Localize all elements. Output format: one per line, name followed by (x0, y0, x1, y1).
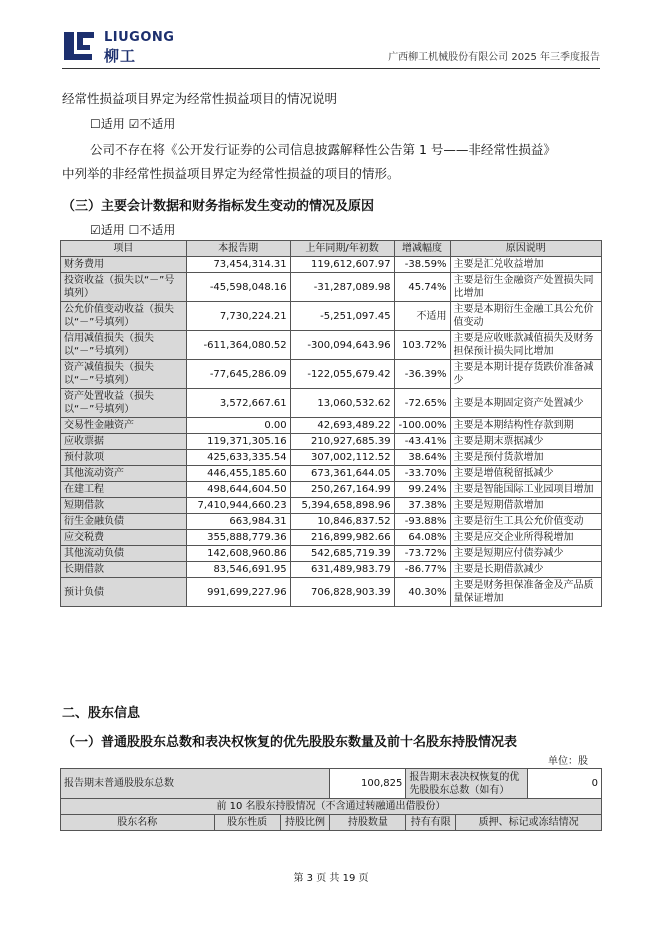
table-row (61, 482, 602, 498)
row-prior: 706,828,903.39 (290, 578, 394, 607)
row-item: 衍生金融负债 (61, 514, 187, 530)
row-item: 长期借款 (61, 562, 187, 578)
row-current: -611,364,080.52 (186, 331, 290, 360)
row-change: -33.70% (394, 466, 450, 482)
shareholders-title: 二、股东信息 (62, 706, 141, 721)
row-current: 498,644,604.50 (186, 482, 290, 498)
row-change: -100.00% (394, 418, 450, 434)
logo-text-cn: 柳工 (104, 47, 137, 65)
row-prior: 307,002,112.52 (290, 450, 394, 466)
liugong-logo-icon (62, 28, 96, 62)
row-change: 不适用 (394, 302, 450, 331)
col-header-reason: 原因说明 (450, 241, 601, 257)
row-change: 37.38% (394, 498, 450, 514)
row-reason: 主要是增值税留抵减少 (450, 466, 601, 482)
col-header-restricted: 持有有限 (406, 815, 456, 831)
row-prior: -122,055,679.42 (290, 360, 394, 389)
row-item: 预付款项 (61, 450, 187, 466)
row-item: 短期借款 (61, 498, 187, 514)
row-prior: -300,094,643.96 (290, 331, 394, 360)
pref-shareholders-value: 0 (528, 769, 602, 799)
row-prior: 210,927,685.39 (290, 434, 394, 450)
col-header-share-count: 持股数量 (330, 815, 406, 831)
row-prior: 250,267,164.99 (290, 482, 394, 498)
row-current: 663,984.31 (186, 514, 290, 530)
row-prior: 216,899,982.66 (290, 530, 394, 546)
recurring-para-line2: 中列举的非经常性损益项目界定为经常性损益的项目的情形。 (62, 166, 400, 181)
row-prior: 13,060,532.62 (290, 389, 394, 418)
row-item: 投资收益（损失以“－”号填列） (61, 273, 187, 302)
row-reason: 主要是本期衍生金融工具公允价值变动 (450, 302, 601, 331)
recurring-para-line1: 公司不存在将《公开发行证券的公司信息披露解释性公告第 1 号——非经常性损益》 (90, 142, 556, 157)
row-change: 38.64% (394, 450, 450, 466)
row-change: 45.74% (394, 273, 450, 302)
row-reason: 主要是本期结构性存款到期 (450, 418, 601, 434)
col-header-pledge: 质押、标记或冻结情况 (456, 815, 602, 831)
table-row (61, 257, 602, 273)
row-current: -77,645,286.09 (186, 360, 290, 389)
row-change: 40.30% (394, 578, 450, 607)
row-change: 64.08% (394, 530, 450, 546)
row-current: 991,699,227.96 (186, 578, 290, 607)
row-reason: 主要是汇兑收益增加 (450, 257, 601, 273)
section3-title: （三）主要会计数据和财务指标发生变动的情况及原因 (62, 199, 375, 214)
pref-shareholders-label: 报告期末表决权恢复的优先股股东总数（如有） (406, 769, 528, 799)
table-row (61, 466, 602, 482)
col-header-item: 项目 (61, 241, 187, 257)
row-item: 资产处置收益（损失以“－”号填列） (61, 389, 187, 418)
row-item: 应收票据 (61, 434, 187, 450)
table-row (61, 273, 602, 302)
row-reason: 主要是短期借款增加 (450, 498, 601, 514)
row-current: 355,888,779.36 (186, 530, 290, 546)
row-item: 其他流动资产 (61, 466, 187, 482)
table-row (61, 418, 602, 434)
row-reason: 主要是预付货款增加 (450, 450, 601, 466)
row-item: 公允价值变动收益（损失以“－”号填列） (61, 302, 187, 331)
table-row (61, 546, 602, 562)
row-current: 119,371,305.16 (186, 434, 290, 450)
table-row (61, 434, 602, 450)
row-current: 142,608,960.86 (186, 546, 290, 562)
unit-label: 单位：股 (548, 756, 588, 767)
row-prior: 673,361,644.05 (290, 466, 394, 482)
table-row (61, 562, 602, 578)
row-prior: -5,251,097.45 (290, 302, 394, 331)
row-item: 财务费用 (61, 257, 187, 273)
row-reason: 主要是本期计提存货跌价准备减少 (450, 360, 601, 389)
row-current: 425,633,335.54 (186, 450, 290, 466)
header-divider (62, 68, 600, 69)
row-current: 0.00 (186, 418, 290, 434)
row-current: -45,598,048.16 (186, 273, 290, 302)
recurring-title: 经常性损益项目界定为经常性损益项目的情况说明 (62, 91, 338, 106)
row-current: 7,410,944,660.23 (186, 498, 290, 514)
shareholders-subtitle: （一）普通股股东总数和表决权恢复的优先股股东数量及前十名股东持股情况表 (62, 735, 518, 750)
row-reason: 主要是衍生金融资产处置损失同比增加 (450, 273, 601, 302)
table-header-row (61, 815, 602, 831)
top10-label: 前 10 名股东持股情况（不含通过转融通出借股份） (61, 799, 602, 815)
table-row (61, 530, 602, 546)
row-prior: 42,693,489.22 (290, 418, 394, 434)
row-prior: 10,846,837.52 (290, 514, 394, 530)
row-change: -36.39% (394, 360, 450, 389)
row-item: 预计负债 (61, 578, 187, 607)
recurring-checkbox-line: ☐适用 ☑不适用 (90, 117, 176, 131)
row-reason: 主要是长期借款减少 (450, 562, 601, 578)
total-shareholders-label: 报告期末普通股股东总数 (61, 769, 330, 799)
table-row (61, 514, 602, 530)
row-reason: 主要是期末票据减少 (450, 434, 601, 450)
row-reason: 主要是应交企业所得税增加 (450, 530, 601, 546)
section3-checkbox-line: ☑适用 ☐不适用 (90, 223, 176, 237)
table-row (61, 302, 602, 331)
row-prior: 119,612,607.97 (290, 257, 394, 273)
row-prior: -31,287,089.98 (290, 273, 394, 302)
row-current: 446,455,185.60 (186, 466, 290, 482)
table-header-row (61, 241, 602, 257)
row-prior: 5,394,658,898.96 (290, 498, 394, 514)
logo-text-en: LIUGONG (104, 30, 175, 45)
col-header-shareholder-name: 股东名称 (61, 815, 215, 831)
row-item: 资产减值损失（损失以“－”号填列） (61, 360, 187, 389)
row-current: 73,454,314.31 (186, 257, 290, 273)
row-change: -43.41% (394, 434, 450, 450)
financial-changes-table (60, 240, 602, 607)
row-change: -38.59% (394, 257, 450, 273)
table-row (61, 331, 602, 360)
table-row (61, 799, 602, 815)
table-row (61, 498, 602, 514)
row-item: 其他流动负债 (61, 546, 187, 562)
table-row (61, 769, 602, 799)
row-current: 83,546,691.95 (186, 562, 290, 578)
table-row (61, 450, 602, 466)
col-header-share-ratio: 持股比例 (280, 815, 330, 831)
row-current: 3,572,667.61 (186, 389, 290, 418)
row-change: -93.88% (394, 514, 450, 530)
row-change: 99.24% (394, 482, 450, 498)
page-footer: 第 3 页 共 19 页 (293, 873, 369, 884)
row-prior: 542,685,719.39 (290, 546, 394, 562)
report-title: 广西柳工机械股份有限公司 2025 年三季度报告 (388, 52, 600, 63)
col-header-change: 增减幅度 (394, 241, 450, 257)
row-reason: 主要是智能国际工业园项目增加 (450, 482, 601, 498)
row-item: 信用减值损失（损失以“－”号填列） (61, 331, 187, 360)
col-header-shareholder-type: 股东性质 (214, 815, 280, 831)
total-shareholders-value: 100,825 (330, 769, 406, 799)
row-item: 在建工程 (61, 482, 187, 498)
row-change: -72.65% (394, 389, 450, 418)
row-reason: 主要是应收账款减值损失及财务担保预计损失同比增加 (450, 331, 601, 360)
row-item: 应交税费 (61, 530, 187, 546)
row-change: 103.72% (394, 331, 450, 360)
row-change: -73.72% (394, 546, 450, 562)
row-reason: 主要是财务担保准备金及产品质量保证增加 (450, 578, 601, 607)
row-current: 7,730,224.21 (186, 302, 290, 331)
row-reason: 主要是本期固定资产处置减少 (450, 389, 601, 418)
row-reason: 主要是衍生工具公允价值变动 (450, 514, 601, 530)
row-change: -86.77% (394, 562, 450, 578)
table-row (61, 360, 602, 389)
row-item: 交易性金融资产 (61, 418, 187, 434)
page-header (62, 28, 600, 66)
table-row (61, 578, 602, 607)
row-reason: 主要是短期应付债券减少 (450, 546, 601, 562)
row-prior: 631,489,983.79 (290, 562, 394, 578)
col-header-prior: 上年同期/年初数 (290, 241, 394, 257)
col-header-current: 本报告期 (186, 241, 290, 257)
shareholders-table (60, 768, 602, 831)
table-row (61, 389, 602, 418)
